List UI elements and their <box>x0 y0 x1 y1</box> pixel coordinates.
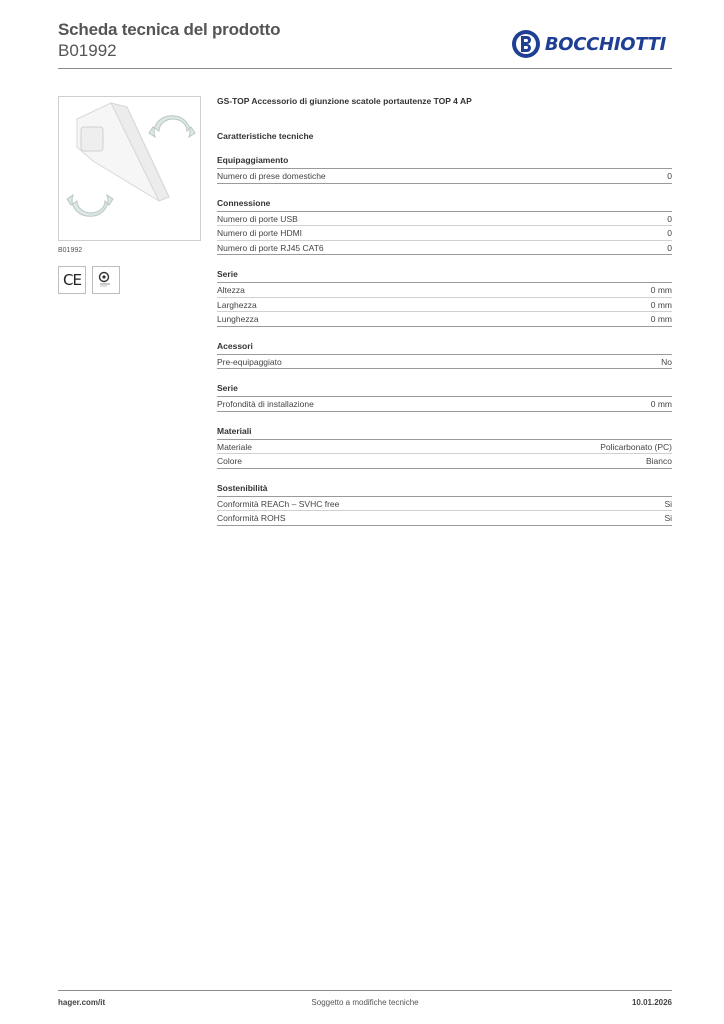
image-caption: B01992 <box>58 247 83 254</box>
spec-value: 0 <box>667 242 672 253</box>
ce-mark-text: CE <box>63 271 81 289</box>
spec-row <box>217 312 672 327</box>
ce-mark-icon <box>58 266 86 294</box>
spec-label: Pre-equipaggiato <box>217 356 282 367</box>
spec-group-title: Serie <box>217 383 672 397</box>
spec-label: Numero di porte RJ45 CAT6 <box>217 242 324 253</box>
spec-group-title: Sostenibilità <box>217 483 672 497</box>
spec-group-title: Acessori <box>217 341 672 355</box>
spec-label: Conformità ROHS <box>217 513 286 523</box>
spec-row <box>217 397 672 412</box>
product-name: GS-TOP Accessorio di giunzione scatole portautenze TOP 4 AP <box>217 96 472 106</box>
spec-group-serie-dimensions <box>217 269 672 327</box>
spec-value: Si <box>664 513 672 523</box>
product-image <box>58 96 201 241</box>
product-illustration <box>59 97 200 240</box>
spec-group-title: Serie <box>217 269 672 283</box>
spec-label: Numero di prese domestiche <box>217 171 326 181</box>
page-header <box>58 20 672 68</box>
spec-value: Si <box>664 498 672 509</box>
spec-group-materiali <box>217 426 672 469</box>
spec-row <box>217 212 672 227</box>
footer-disclaimer: Soggetto a modifiche tecniche <box>311 998 419 1007</box>
spec-value: 0 <box>667 228 672 238</box>
section-title: Caratteristiche tecniche <box>217 131 314 141</box>
spec-group-title: Connessione <box>217 198 672 212</box>
spec-row <box>217 454 672 469</box>
spec-group-title: Materiali <box>217 426 672 440</box>
certification-marks <box>58 266 201 294</box>
specs-column <box>217 96 672 526</box>
spec-value: 0 mm <box>650 399 672 409</box>
footer-divider <box>58 990 672 991</box>
spec-label: Materiale <box>217 441 252 452</box>
spec-row <box>217 226 672 241</box>
spec-group-connessione <box>217 198 672 256</box>
spec-row <box>217 440 672 455</box>
spec-group-acessori <box>217 341 672 370</box>
spec-value: 0 mm <box>650 285 672 295</box>
spec-row <box>217 169 672 184</box>
footer-website-link[interactable]: hager.com/it <box>58 998 106 1007</box>
spec-label: Numero di porte USB <box>217 213 298 224</box>
spec-row <box>217 283 672 298</box>
spec-row <box>217 241 672 256</box>
product-code: B01992 <box>58 41 117 60</box>
spec-group-equipaggiamento <box>217 155 672 184</box>
footer-date: 10.01.2026 <box>631 998 672 1007</box>
spec-label: Colore <box>217 456 243 466</box>
spec-value: Policarbonato (PC) <box>600 441 672 452</box>
spec-value: 0 mm <box>650 299 672 310</box>
spec-label: Larghezza <box>217 299 257 310</box>
spec-row <box>217 298 672 313</box>
spec-value: Bianco <box>646 456 672 466</box>
page-title: Scheda tecnica del prodotto <box>58 20 281 39</box>
spec-group-sostenibilita <box>217 483 672 526</box>
logo-wordmark: BOCCHIOTTI <box>544 33 666 55</box>
spec-row <box>217 511 672 526</box>
header-divider <box>58 68 672 69</box>
spec-value: No <box>661 356 672 367</box>
spec-value: 0 mm <box>650 314 672 324</box>
spec-label: Numero di porte HDMI <box>217 228 303 238</box>
spec-group-serie-depth <box>217 383 672 412</box>
brand-logo <box>511 29 666 59</box>
spec-value: 0 <box>667 171 672 181</box>
spec-label: Altezza <box>217 285 245 295</box>
imq-symbol <box>96 270 116 290</box>
spec-label: Profondità di installazione <box>217 399 314 409</box>
spec-label: Lunghezza <box>217 314 259 324</box>
imq-mark-icon <box>92 266 120 294</box>
spec-group-title: Equipaggiamento <box>217 155 672 169</box>
bocchiotti-logo-icon <box>511 29 541 59</box>
spec-label: Conformità REACh – SVHC free <box>217 498 340 509</box>
spec-row <box>217 355 672 370</box>
left-column <box>58 96 201 294</box>
spec-value: 0 <box>667 213 672 224</box>
spec-row <box>217 497 672 512</box>
